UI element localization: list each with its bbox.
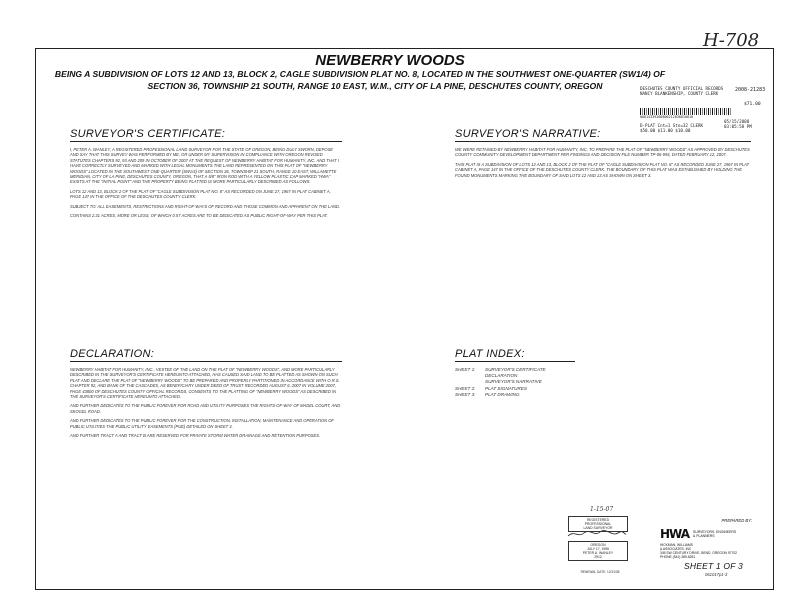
surveyors-certificate-paragraph: SUBJECT TO: ALL EASEMENTS, RESTRICTIONS AND RIGHT-OF-WAYS OF RECORD AND THOSE COMMON AND APPARENT ON THE LAND. [70, 203, 340, 209]
firm-tagline [693, 530, 736, 538]
declaration-paragraph: NEWBERRY HABITAT FOR HUMANITY, INC., VESTEE OF THE LAND ON THE PLAT OF "NEWBERRY WOODS", AND MORE PARTICULARLY DESCRIBED IN THE SURVEYOR'S CERTIFICATE HEREUNTO ATTACHED, HAS CAUSED SAID LAND TO BE PLATTED AS SHOWN ON SUCH PLAT AND DECLARE THE PLAT OF "NEWBERRY WOODS" TO BE PREPARED AND PROPERLY PARTITIONED IN ACCORDANCE WITH O.R.S. CHAPTER 92, AND BANK OF THE CASCADES, AS BENEFICIARY UNDER DEED OF TRUST RECORDED AUGUST 6, 2007 IN VOLUME 2007, PAGE 43800 OF DESCHUTES COUNTY OFFICIAL RECORDS, CONSENTS TO THE PLATTING OF "NEWBERRY WOODS" AS DESCRIBED IN THE SURVEYOR'S CERTIFICATE HEREUNTO ATTACHED. [70, 367, 340, 400]
declaration-paragraph: AND FURTHER DEDICATES TO THE PUBLIC FOREVER FOR ROAD AND UTILITY PURPOSES THE RIGHTS-OF-WAY OF MADEL COURT, AND SKOGEL ROAD. [70, 403, 341, 414]
declaration-body [70, 367, 342, 438]
corner-handwritten-note: H-708 [703, 30, 760, 51]
firm-phone: PHONE (541) 389-6281 [660, 554, 696, 559]
stamp-professional: PROFESSIONAL [584, 522, 612, 526]
recording-barcode-number: 00614339200800212830010010 [640, 115, 694, 120]
recording-stamp-line: D-PLAT Cnt=1 Stn=32 CLERK [640, 122, 704, 128]
surveyors-certificate-paragraph: LOTS 12 AND 13, BLOCK 2 OF THE PLAT OF "CAGLE SUBDIVISION PLAT NO. 8" AS RECORDED ON JUNE 27, 1967 IN PLAT CABINET A, PAGE 147 IN THE OFFICE OF THE DESCHUTES COUNTY CLERK. [70, 188, 331, 200]
firm-logo: HWA [660, 527, 690, 541]
declaration-section [70, 348, 342, 442]
firm-address: 345 SW CENTURY DRIVE, BEND, OREGON 97702 [660, 550, 738, 555]
surveyors-narrative-paragraph: THIS PLAT IS A SUBDIVISION OF LOTS 12 AND 13, BLOCK 2 OF THE PLAT OF "CAGLE SUBDIVISION PLAT NO. 8" AS RECORDED JUNE 27, 1967 IN PLAT CABINET A, PAGE 147 IN THE OFFICE OF THE DESCHUTES COUNTY CLERK. THE BOUNDARY OF THIS PLAT WAS ESTABLISHED BY HOLDING THE FOUND MONUMENTS MARKING THE BOUNDARY OF SAID LOTS 12 AND 13 AS SHOWN ON SHEET 3. [455, 161, 750, 178]
plat-subtitle-line1: BEING A SUBDIVISION OF LOTS 12 AND 13, BLOCK 2, CAGLE SUBDIVISION PLAT NO. 8, LOCATED IN THE SOUTHWEST ONE-QUARTER (SW1/4) OF [54, 69, 666, 79]
recording-stamp [640, 86, 768, 133]
surveyors-narrative-body [455, 147, 751, 178]
surveyors-certificate-body [70, 147, 342, 218]
job-number: 061017p1-3 [705, 572, 728, 577]
firm-name-line2: & ASSOCIATES, INC [660, 546, 692, 551]
prepared-by-label: PREPARED BY: [721, 518, 752, 523]
surveyors-narrative-heading: SURVEYOR'S NARRATIVE: [455, 128, 751, 142]
registration-stamp-lower [568, 541, 628, 561]
sheet-label: SHEET 1 OF 3 [684, 561, 743, 571]
plat-index-item-text: SURVEYOR'S CERTIFICATE [485, 367, 546, 372]
recording-doc-number: 2008-21283 [735, 87, 766, 93]
surveyors-certificate-paragraph: CONTAINS 2.31 ACRES, MORE OR LESS, OF WHICH 0.57 ACRES ARE TO BE DEDICATED AS PUBLIC RIGHT-OF-WAY PER THIS PLAT. [70, 213, 328, 219]
declaration-paragraph: AND FURTHER TRACT A AND TRACT B ARE RESERVED FOR PRIVATE STORM WATER DRAINAGE AND RETENTION PURPOSES. [70, 433, 321, 439]
recording-barcode [640, 108, 732, 115]
plat-index-item-label: SHEET 2: [455, 385, 476, 391]
surveyors-narrative-paragraph: WE WERE RETAINED BY NEWBERRY HABITAT FOR HUMANITY, INC. TO PREPARE THE PLAT OF "NEWBERRY WOODS" AS APPROVED BY DESCHUTES COUNTY COMMUNITY DEVELOPMENT DEPARTMENT PER FINDINGS AND DECISION FILE NUMBER TP-06-994, DATED FEBRUARY 12, 2007. [455, 147, 750, 158]
plat-index-item [455, 392, 575, 398]
stamp-registered: REGISTERED [586, 518, 610, 522]
firm-name-line1: HICKMAN, WILLIAMS [660, 543, 693, 547]
preparer-logo-row [660, 527, 768, 541]
surveyors-certificate-section [70, 128, 342, 222]
plat-subtitle-line2: SECTION 36, TOWNSHIP 21 SOUTH, RANGE 10 EAST, W.M., CITY OF LA PINE, DESCHUTES COUNTY, OREGON [147, 81, 603, 91]
plat-index-item-text: DECLARATION [485, 373, 518, 379]
plat-index-item-text: PLAT DRAWING [485, 391, 520, 397]
stamp-state: OREGON [590, 543, 606, 547]
plat-index-list [455, 367, 575, 398]
plat-index-item-label: SHEET 3: [455, 391, 476, 397]
plat-index-item-text: PLAT SIGNATURES [485, 385, 527, 391]
plat-title: NEWBERRY WOODS [315, 52, 465, 69]
recording-date: 05/15/2008 03:05:58 PM [724, 119, 752, 130]
firm-details [660, 544, 768, 560]
recording-fees-line: $50.00 $11.00 $10.00 [640, 127, 691, 133]
plat-index-item-label: SHEET 1: [455, 367, 476, 372]
stamp-renewal: RENEWAL DATE: 12/31/08 [580, 570, 620, 574]
recording-line1: DESCHUTES COUNTY OFFICIAL RECORDS [640, 86, 724, 91]
plat-index-section [455, 348, 575, 398]
signature-date: 1-15-07 [590, 506, 614, 513]
surveyors-narrative-section [455, 128, 751, 182]
stamp-date-line: JULY 17, 1996 [586, 547, 610, 551]
surveyors-certificate-heading: SURVEYOR'S CERTIFICATE: [70, 128, 342, 142]
registration-stamp [568, 516, 628, 532]
firm-tagline1: SURVEYORS, ENGINEERS [693, 530, 737, 534]
recording-fee: $71.00 [744, 102, 761, 107]
plat-index-item-text: SURVEYOR'S NARRATIVE [485, 379, 542, 385]
preparer-block [660, 518, 768, 560]
stamp-number: 2912 [594, 555, 602, 559]
recording-line2: NANCY BLANKENSHIP, COUNTY CLERK [640, 91, 719, 97]
declaration-heading: DECLARATION: [70, 348, 342, 362]
declaration-paragraph: AND FURTHER DEDICATES TO THE PUBLIC FOREVER FOR THE CONSTRUCTION, INSTALLATION, MAINTENANCE AND OPERATION OF PUBLIC UTILITIES THE PUBLIC UTILITY EASEMENTS (PUE) DETAILED ON SHEET 3. [70, 418, 334, 429]
firm-tagline2: & PLANNERS [693, 534, 715, 538]
surveyors-certificate-paragraph: I, PETER A. WANLEY, A REGISTERED PROFESSIONAL LAND SURVEYOR FOR THE STATE OF OREGON, BEING DULY SWORN, DEPOSE AND SAY THAT THIS SURVEY WAS PERFORMED BY ME, OR UNDER MY SUPERVISION IN COMPLIANCE WITH OREGON REVISED STATUTES CHAPTERS 92, 93 AND 209 IN OCTOBER OF 2007 AT THE REQUEST OF NEWBERRY HABITAT FOR HUMANITY, INC. AND THAT I HAVE CORRECTLY SURVEYED AND MARKED WITH LEGAL MONUMENTS THE LAND REPRESENTED ON THIS PLAT OF "NEWBERRY WOODS" LOCATED IN THE SOUTHWEST ONE-QUARTER (SW1/4) OF SECTION 36, TOWNSHIP 21 SOUTH, RANGE 10 EAST, WILLAMETTE MERIDIAN, CITY OF LA PINE, DESCHUTES COUNTY, OREGON, THAT A 5/8" IRON ROD WITH A YELLOW PLASTIC CAP MARKED "HWA" EXISTS AT THE "INITIAL POINT" AND THE PROPERTY BEING PLATTED IS MORE PARTICULARLY DESCRIBED AS FOLLOWS: [70, 147, 339, 185]
stamp-land-surveyor: LAND SURVEYOR [583, 526, 613, 530]
stamp-surveyor-name: PETER A. WANLEY [582, 551, 614, 555]
plat-index-heading: PLAT INDEX: [455, 348, 575, 362]
